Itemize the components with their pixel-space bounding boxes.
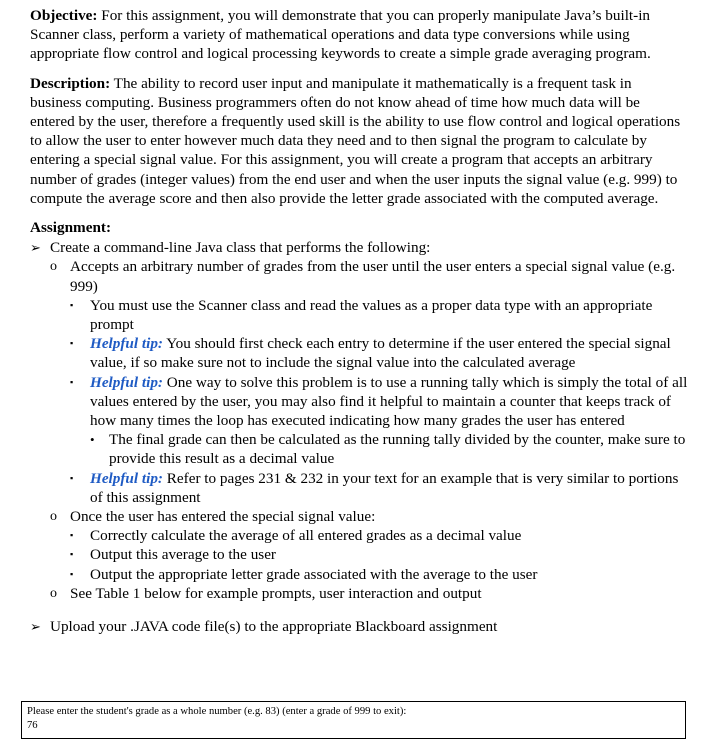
assignment-list-level2 xyxy=(50,257,690,603)
list-item-helpful-tip xyxy=(70,334,690,372)
helpful-tip-text: One way to solve this problem is to use a running tally which is simply the total of all values entered by the user, you may also find it helpful to maintain a counter that keeps track of how many times the loop has executed indicating how many grades the user has entered xyxy=(90,373,688,430)
list-item xyxy=(70,296,690,334)
assignment-heading: Assignment: xyxy=(30,219,112,237)
list-item xyxy=(70,545,690,564)
spacer xyxy=(30,603,690,617)
square-bullet-icon: ▪ xyxy=(70,299,74,310)
arrow-bullet-icon: ➢ xyxy=(30,619,41,635)
objective-paragraph xyxy=(30,6,690,64)
description-paragraph xyxy=(30,74,690,208)
square-bullet-icon: ▪ xyxy=(70,530,74,541)
list-item-helpful-tip xyxy=(70,373,690,469)
circle-bullet-icon: o xyxy=(50,259,57,275)
list-item-label: Accepts an arbitrary number of grades from the user until the user enters a special signal value (e.g. 999) xyxy=(70,258,676,295)
assignment-list-level1 xyxy=(30,238,690,603)
description-text: The ability to record user input and manipulate it mathematically is a frequent task in business computing. Business programmers often do not know ahead of time how much data will be entered by the user, therefore a frequently used skill is the ability to use flow control and logical operations to allow the user to enter however much data they need and to then signal the program to calculate by entering a special signal value. For this assignment, you will create a program that accepts an arbitrary number of grades (integer values) from the end user and when the user inputs the signal value (e.g. 999) to compute the average score and then also provide the letter grade associated with the computed average. xyxy=(30,74,681,207)
console-prompt-line: Please enter the student's grade as a whole number (e.g. 83) (enter a grade of 999 to exit): xyxy=(27,706,407,717)
list-item-label xyxy=(90,373,690,431)
list-item xyxy=(70,565,690,584)
helpful-tip-label: Helpful tip: xyxy=(90,373,163,391)
description-label: Description: xyxy=(30,74,111,92)
square-bullet-icon: ▪ xyxy=(70,568,74,579)
list-item xyxy=(50,257,690,507)
list-item-label: Output this average to the user xyxy=(90,546,276,564)
list-item-label: Once the user has entered the special signal value: xyxy=(70,508,376,526)
list-item xyxy=(50,507,690,584)
list-item-helpful-tip xyxy=(70,469,690,507)
list-item-label: You must use the Scanner class and read the values as a proper data type with an appropriate prompt xyxy=(90,296,653,334)
list-item-label xyxy=(90,469,690,507)
helpful-tip-label: Helpful tip: xyxy=(90,469,163,487)
square-bullet-icon: ▪ xyxy=(70,549,74,560)
square-bullet-icon: ▪ xyxy=(70,338,74,349)
disc-bullet-icon: • xyxy=(90,432,95,448)
list-item-label: Output the appropriate letter grade associated with the average to the user xyxy=(90,565,538,583)
list-item xyxy=(30,238,690,603)
square-bullet-icon: ▪ xyxy=(70,376,74,387)
list-item-label: Create a command-line Java class that performs the following: xyxy=(50,239,431,257)
list-item xyxy=(50,584,690,603)
assignment-list-level3 xyxy=(70,526,690,584)
arrow-bullet-icon: ➢ xyxy=(30,240,41,256)
objective-text: For this assignment, you will demonstrate that you can properly manipulate Java’s built-in Scanner class, perform a variety of mathematical operations and data type conversions while using appropriate flow control and logical processing keywords to create a simple grade averaging program. xyxy=(30,7,651,63)
list-item-label: Correctly calculate the average of all entered grades as a decimal value xyxy=(90,527,522,545)
list-item xyxy=(90,430,690,468)
square-bullet-icon: ▪ xyxy=(70,472,74,483)
list-item xyxy=(30,617,690,636)
helpful-tip-text: Refer to pages 231 & 232 in your text for an example that is very similar to portions of this assignment xyxy=(90,469,679,506)
list-item-label: Upload your .JAVA code file(s) to the appropriate Blackboard assignment xyxy=(50,618,498,636)
list-item-label: The final grade can then be calculated as the running tally divided by the counter, make sure to provide this result as a decimal value xyxy=(109,431,686,468)
list-item xyxy=(70,526,690,545)
objective-label: Objective: xyxy=(30,7,98,24)
helpful-tip-text: You should first check each entry to determine if the user entered the special signal value, if so make sure not to include the signal value into the calculated average xyxy=(90,335,671,372)
assignment-list-level1-upload xyxy=(30,617,690,636)
helpful-tip-label: Helpful tip: xyxy=(90,335,163,353)
console-input-line: 76 xyxy=(27,719,38,731)
list-item-label: See Table 1 below for example prompts, user interaction and output xyxy=(70,584,482,602)
assignment-list-level3 xyxy=(70,296,690,507)
assignment-list-level4 xyxy=(90,430,690,468)
console-output-box xyxy=(21,701,686,739)
circle-bullet-icon: o xyxy=(50,585,57,601)
circle-bullet-icon: o xyxy=(50,509,57,525)
list-item-label xyxy=(90,334,690,372)
